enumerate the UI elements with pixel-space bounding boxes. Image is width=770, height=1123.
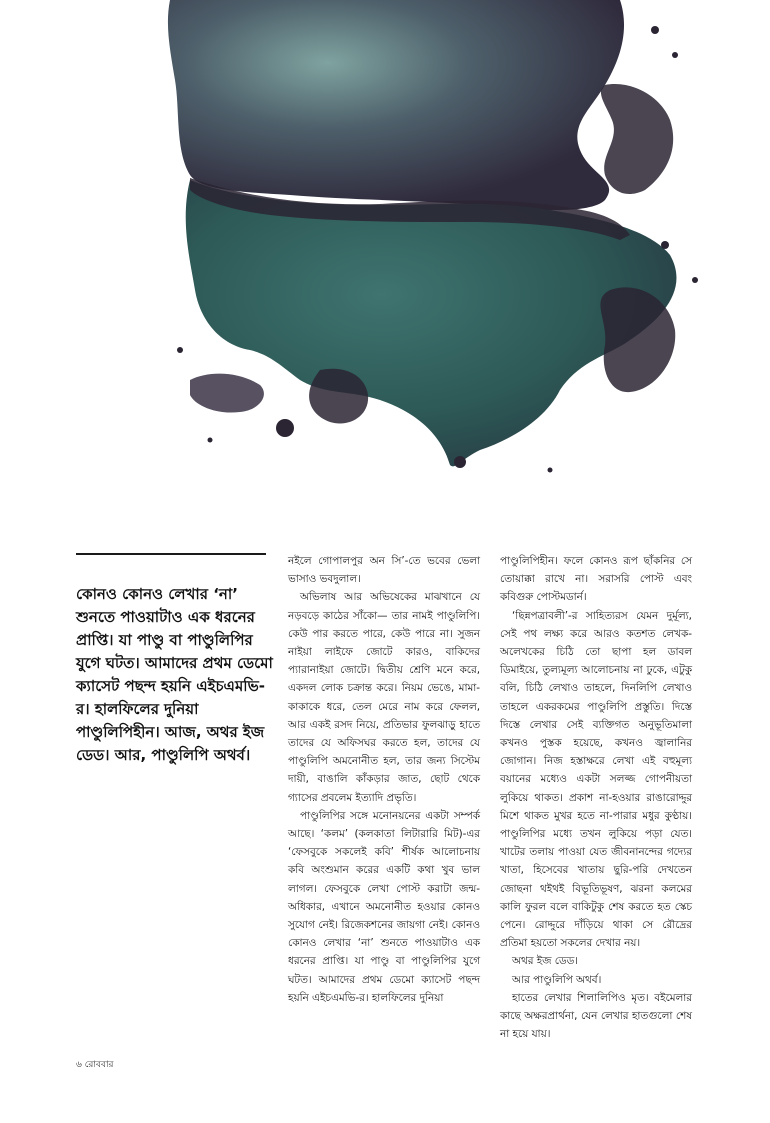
paragraph: ‘ছিন্নপত্রাবলী’-র সাহিত্যরস যেমন দুর্মূল্য, সেই পথ লক্ষ্য করে আরও কতশত লেখক-অলেখকের চিঠি তো ছাপা হল ডাবল ডিমাইয়ে, তুল্যমূল্য আলোচনায় না ঢুকে, এটুকু বলি, চিঠি লেখাও তাহলে, দিনলিপি লেখাও তাহলে একরকমের পাণ্ডুলিপি প্রস্তুতি। দিস্তে দিস্তে লেখার সেই ব্যক্তিগত অনুভূতিমালা কখনও পুস্তক হয়েছে, কখনও জ্বালানির জোগান। নিজ হস্তাক্ষরে লেখা এই বহুমূল্য বয়ানের মধ্যেও একটা সলজ্জ গোপনীয়তা লুকিয়ে থাকত। প্রকাশ না-হওয়ার রাঙারোদ্দুর মিশে থাকত মুখর হতে না-পারার মধুর কুণ্ঠায়। পাণ্ডুলিপির মধ্যে তখন লুকিয়ে পড়া যেত। খাটের তলায় পাওয়া যেত জীবনানন্দের গদ্যের খাতা, হিসেবের খাতায় ছুরি-পরি দেখতেন জোছনা থইথই বিভূতিভূষণ, ঝরনা কলমের কালি ফুরল বলে বাকিটুকু শেষ করতে হত স্কেচ পেনে। রোদ্দুরে দাঁড়িয়ে থাকা সে রৌদ্রের প্রতিমা হয়তো সকলের দেখার নয়। bbox=[500, 609, 692, 950]
pull-quote: কোনও কোনও লেখার ‘না’ শুনতে পাওয়াটাও এক ধরনের প্রাপ্তি। যা পাণ্ডু বা পাণ্ডুলিপির যুগে ঘটত। আমাদের প্রথম ডেমো ক্যাসেট পছন্দ হয়নি এইচএমভি-র। হালফিলের দুনিয়া পাণ্ডুলিপিহীন। আজ, অথর ইজ ডেড। আর, পাণ্ডুলিপি অথর্ব। bbox=[76, 585, 273, 764]
article-column-2 bbox=[500, 552, 692, 1043]
page-folio: ৬ রোববার bbox=[76, 1060, 114, 1070]
paragraph: পাণ্ডুলিপির সঙ্গে মনোনয়নের একটা সম্পর্ক আছে। ‘কলম’ (কলকাতা লিটারারি মিট)-এর ‘ফেসবুকে সকলেই কবি’ শীর্ষক আলোচনায় কবি অংশুমান করের একটি কথা খুব ভাল লাগল। ফেসবুকে লেখা পোস্ট করাটা জন্ম-অধিকার, এখানে অমনোনীত হওয়ার কোনও সুযোগ নেই। রিজেকশনের জায়গা নেই। কোনও কোনও লেখার ‘না’ শুনতে পাওয়াটাও এক ধরনের প্রাপ্তি। যা পাণ্ডু বা পাণ্ডুলিপির যুগে ঘটত। আমাদের প্রথম ডেমো ক্যাসেট পছন্দ হয়নি এইচএমভি-র। হালফিলের দুনিয়া bbox=[288, 809, 480, 1004]
paragraph: অভিলাষ আর অভিষেকের মাঝখানে যে নড়বড়ে কাঠের সাঁকো— তার নামই পাণ্ডুলিপি। কেউ পার করতে পারে, কেউ পারে না। সুজন নাইয়া লাইফে জোটে কারও, বাকিদের প্যারানাইয়া জোটে। দ্বিতীয় শ্রেণি মনে করে, একদল লোক চক্রান্ত করে। নিয়ম ভেঙে, মামা-কাকাকে ধরে, তেল মেরে নাম করে ফেলল, আর একই রসদ নিয়ে, প্রতিভার ফুলঝাড়ু হাতে তাদের যে অফিসঘর করতে হল, তাদের যে পাণ্ডুলিপি অমনোনীত হল, তার জন্য সিস্টেম দায়ী, বাঙালি কাঁকড়ার জাত, ছোট থেকে গ্যাসের প্রবলেম ইত্যাদি প্রভৃতি। bbox=[288, 591, 480, 804]
article-column-1 bbox=[288, 552, 480, 1007]
paragraph: অথর ইজ ডেড। bbox=[512, 955, 578, 968]
paragraph: নইলে গোপালপুর অন সি’-তে ভবের ভেলা ভাসাও ভবদুলাল। bbox=[288, 555, 480, 586]
paragraph: হাতের লেখার শিলালিপিও মৃত। বইমেলার কাছে অক্ষরপ্রার্থনা, যেন লেখার হাতগুলো শেষ না হয়ে যায়। bbox=[500, 991, 692, 1041]
paragraph: পাণ্ডুলিপিহীন। ফলে কোনও রূপ ছাঁকনির সে তোয়াক্কা রাখে না। সরাসরি পোস্ট এবং কবিগুরু পোস্টমডার্ন। bbox=[500, 555, 692, 604]
ink-blot-illustration bbox=[150, 0, 710, 490]
paragraph: আর পাণ্ডুলিপি অথর্ব। bbox=[512, 973, 602, 986]
pull-quote-rule bbox=[76, 553, 266, 555]
